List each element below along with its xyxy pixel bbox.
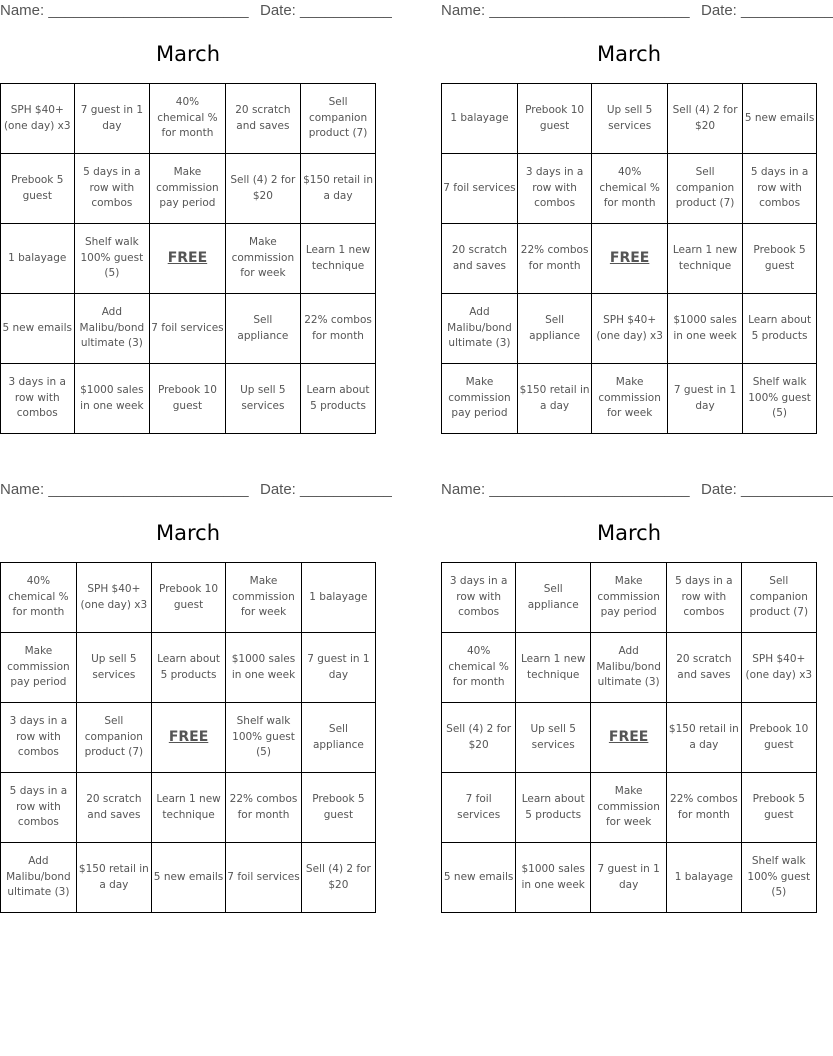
grid-row — [442, 294, 817, 364]
bingo-cell: Make commission for week — [592, 364, 668, 434]
bingo-cell: 40% chemical % for month — [150, 84, 225, 154]
bingo-cell: 5 days in a row with combos — [743, 154, 817, 224]
bingo-cell: 7 foil services — [150, 294, 225, 364]
bingo-cell: $150 retail in a day — [667, 703, 741, 773]
bingo-cell: Prebook 5 guest — [743, 224, 817, 294]
free-space-cell: FREE — [591, 703, 667, 773]
bingo-cell: Shelf walk 100% guest (5) — [226, 703, 302, 773]
grid-row — [442, 843, 817, 913]
bingo-cell: Make commission for week — [591, 773, 667, 843]
bingo-cell: Sell appliance — [516, 563, 591, 633]
name-field-label: Name: ________________________ — [441, 481, 690, 498]
bingo-cell: Make commission pay period — [591, 563, 667, 633]
bingo-cell: 20 scratch and saves — [76, 773, 151, 843]
bingo-cell: Sell companion product (7) — [76, 703, 151, 773]
date-field-label: Date: ___________ — [260, 481, 392, 498]
bingo-grid — [441, 562, 817, 913]
bingo-cell: 5 days in a row with combos — [667, 563, 741, 633]
card-title: March — [155, 42, 220, 66]
grid-row — [442, 154, 817, 224]
bingo-cell: Prebook 5 guest — [1, 154, 75, 224]
name-field-label: Name: ________________________ — [441, 2, 690, 19]
bingo-cell: 7 guest in 1 day — [667, 364, 742, 434]
bingo-cell: Learn 1 new technique — [151, 773, 225, 843]
bingo-cell: Sell (4) 2 for $20 — [442, 703, 516, 773]
grid-row — [442, 364, 817, 434]
bingo-cell: Prebook 10 guest — [151, 563, 225, 633]
bingo-cell: Make commission pay period — [1, 633, 77, 703]
bingo-cell: 7 guest in 1 day — [74, 84, 150, 154]
bingo-cell: 40% chemical % for month — [1, 563, 77, 633]
bingo-cell: Sell companion product (7) — [667, 154, 742, 224]
name-field-label: Name: ________________________ — [0, 2, 249, 19]
free-space-cell: FREE — [151, 703, 225, 773]
bingo-cell: SPH $40+ (one day) x3 — [76, 563, 151, 633]
bingo-cell: 5 days in a row with combos — [74, 154, 150, 224]
bingo-cell: 5 new emails — [1, 294, 75, 364]
bingo-cell: 22% combos for month — [226, 773, 302, 843]
bingo-cell: 3 days in a row with combos — [517, 154, 591, 224]
card-title: March — [596, 42, 661, 66]
card-header — [0, 2, 392, 20]
bingo-cell: Shelf walk 100% guest (5) — [741, 843, 816, 913]
bingo-cell: 7 guest in 1 day — [591, 843, 667, 913]
grid-row — [442, 224, 817, 294]
bingo-cell: Up sell 5 services — [592, 84, 668, 154]
bingo-grid — [0, 562, 376, 913]
grid-row — [1, 154, 376, 224]
bingo-cell: Make commission for week — [226, 563, 302, 633]
bingo-cell: 22% combos for month — [301, 294, 376, 364]
card-title: March — [155, 521, 220, 545]
bingo-cell: Sell (4) 2 for $20 — [301, 843, 375, 913]
grid-row — [1, 843, 376, 913]
bingo-cell: $1000 sales in one week — [226, 633, 302, 703]
bingo-cell: 22% combos for month — [517, 224, 591, 294]
bingo-cell: 1 balayage — [1, 224, 75, 294]
bingo-cell: 22% combos for month — [667, 773, 741, 843]
bingo-cell: $1000 sales in one week — [516, 843, 591, 913]
bingo-cell: $150 retail in a day — [301, 154, 376, 224]
bingo-cell: Up sell 5 services — [516, 703, 591, 773]
bingo-cell: 40% chemical % for month — [442, 633, 516, 703]
bingo-cell: Sell companion product (7) — [301, 84, 376, 154]
bingo-cell: 20 scratch and saves — [442, 224, 518, 294]
grid-row — [1, 224, 376, 294]
date-field-label: Date: ___________ — [701, 481, 833, 498]
bingo-cell: 3 days in a row with combos — [1, 703, 77, 773]
bingo-cell: SPH $40+ (one day) x3 — [1, 84, 75, 154]
bingo-cell: 7 guest in 1 day — [301, 633, 375, 703]
free-space-cell: FREE — [150, 224, 225, 294]
bingo-cell: 1 balayage — [301, 563, 375, 633]
bingo-cell: Add Malibu/bond ultimate (3) — [591, 633, 667, 703]
bingo-cell: 40% chemical % for month — [592, 154, 668, 224]
grid-row — [442, 633, 817, 703]
bingo-cell: Learn 1 new technique — [667, 224, 742, 294]
bingo-cell: Make commission pay period — [150, 154, 225, 224]
bingo-cell: 1 balayage — [667, 843, 741, 913]
bingo-cell: 7 foil services — [442, 773, 516, 843]
bingo-cell: Up sell 5 services — [225, 364, 300, 434]
bingo-cell: $150 retail in a day — [517, 364, 591, 434]
free-space-cell: FREE — [592, 224, 668, 294]
bingo-cell: Prebook 10 guest — [517, 84, 591, 154]
bingo-cell: Learn about 5 products — [151, 633, 225, 703]
bingo-grid — [0, 83, 376, 434]
grid-row — [1, 84, 376, 154]
name-field-label: Name: ________________________ — [0, 481, 249, 498]
bingo-cell: $150 retail in a day — [76, 843, 151, 913]
bingo-cell: Learn about 5 products — [301, 364, 376, 434]
grid-row — [442, 773, 817, 843]
bingo-cell: Prebook 10 guest — [741, 703, 816, 773]
grid-row — [1, 703, 376, 773]
bingo-cell: Add Malibu/bond ultimate (3) — [1, 843, 77, 913]
grid-row — [1, 633, 376, 703]
bingo-cell: Prebook 5 guest — [741, 773, 816, 843]
bingo-cell: Sell appliance — [301, 703, 375, 773]
bingo-cell: 3 days in a row with combos — [442, 563, 516, 633]
grid-row — [1, 294, 376, 364]
bingo-cell: SPH $40+ (one day) x3 — [592, 294, 668, 364]
bingo-cell: $1000 sales in one week — [74, 364, 150, 434]
bingo-cell: Learn 1 new technique — [301, 224, 376, 294]
grid-row — [1, 364, 376, 434]
bingo-cell: 5 new emails — [743, 84, 817, 154]
grid-row — [1, 563, 376, 633]
bingo-cell: Learn about 5 products — [516, 773, 591, 843]
bingo-cell: 5 new emails — [151, 843, 225, 913]
bingo-cell: Learn about 5 products — [743, 294, 817, 364]
grid-row — [1, 773, 376, 843]
bingo-cell: Prebook 5 guest — [301, 773, 375, 843]
bingo-cell: Sell (4) 2 for $20 — [225, 154, 300, 224]
card-title: March — [596, 521, 661, 545]
bingo-grid — [441, 83, 817, 434]
bingo-cell: 5 days in a row with combos — [1, 773, 77, 843]
bingo-cell: 3 days in a row with combos — [1, 364, 75, 434]
grid-row — [442, 84, 817, 154]
bingo-cell: 20 scratch and saves — [225, 84, 300, 154]
grid-row — [442, 703, 817, 773]
bingo-cell: 7 foil services — [226, 843, 302, 913]
bingo-cell: Add Malibu/bond ultimate (3) — [442, 294, 518, 364]
bingo-cell: 7 foil services — [442, 154, 518, 224]
bingo-cell: 20 scratch and saves — [667, 633, 741, 703]
bingo-cell: SPH $40+ (one day) x3 — [741, 633, 816, 703]
card-header — [441, 2, 833, 20]
bingo-cell: Prebook 10 guest — [150, 364, 225, 434]
date-field-label: Date: ___________ — [260, 2, 392, 19]
bingo-cell: Make commission for week — [225, 224, 300, 294]
card-header — [0, 481, 392, 499]
date-field-label: Date: ___________ — [701, 2, 833, 19]
bingo-cell: Add Malibu/bond ultimate (3) — [74, 294, 150, 364]
bingo-cell: Sell appliance — [225, 294, 300, 364]
bingo-cell: Shelf walk 100% guest (5) — [74, 224, 150, 294]
card-header — [441, 481, 833, 499]
bingo-cell: Shelf walk 100% guest (5) — [743, 364, 817, 434]
bingo-cell: 1 balayage — [442, 84, 518, 154]
bingo-cell: 5 new emails — [442, 843, 516, 913]
bingo-cell: Learn 1 new technique — [516, 633, 591, 703]
bingo-cell: Up sell 5 services — [76, 633, 151, 703]
bingo-cell: Sell (4) 2 for $20 — [667, 84, 742, 154]
bingo-cell: Sell appliance — [517, 294, 591, 364]
bingo-cell: Make commission pay period — [442, 364, 518, 434]
grid-row — [442, 563, 817, 633]
bingo-cell: $1000 sales in one week — [667, 294, 742, 364]
bingo-cell: Sell companion product (7) — [741, 563, 816, 633]
